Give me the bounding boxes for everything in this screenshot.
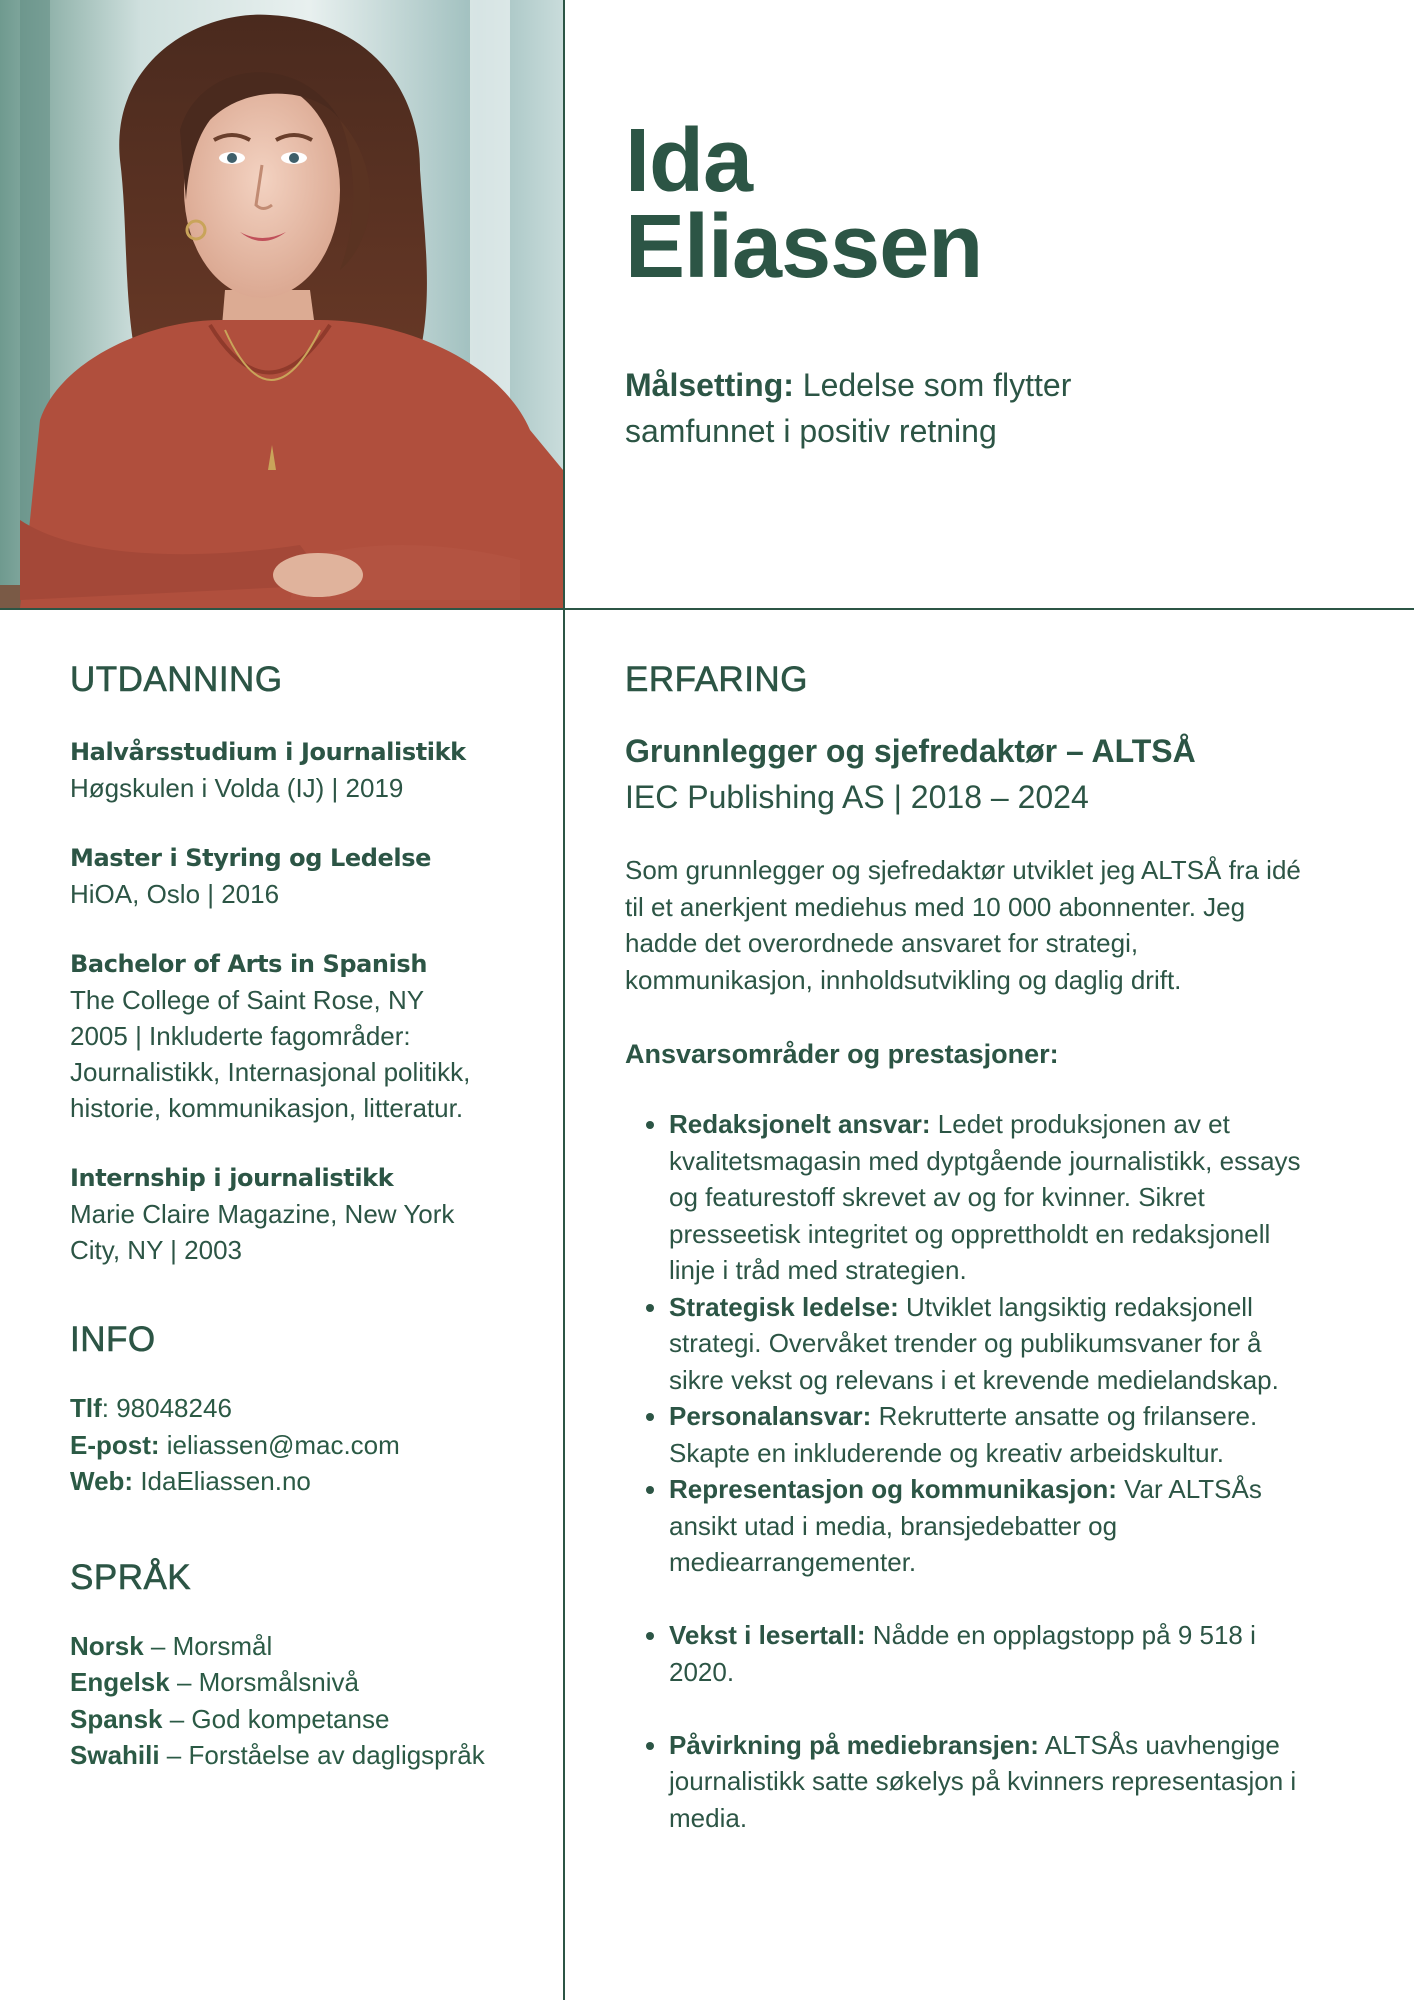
language-name: Engelsk bbox=[70, 1667, 170, 1697]
education-item-detail: Høgskulen i Volda (IJ) | 2019 bbox=[70, 773, 404, 803]
objective-text: Ledelse som flytter samfunnet i positiv retning bbox=[625, 367, 1072, 449]
bullet-text: Utviklet langsiktig redaksjonell strategi. Overvåket trender og publikumsvaner for å sikre vekst og relevans i et krevende medielandskap. bbox=[669, 1291, 1279, 1395]
education-item-detail: The College of Saint Rose, NY bbox=[70, 985, 425, 1015]
responsibilities-heading: Ansvarsområder og prestasjoner: bbox=[625, 1039, 1059, 1069]
bullet-label: Redaksjonelt ansvar: bbox=[669, 1109, 931, 1139]
job-company: IEC Publishing AS | 2018 – 2024 bbox=[625, 779, 1089, 815]
phone-row: Tlf: 98048246 bbox=[70, 1393, 232, 1423]
bullet-label: Påvirkning på mediebransjen: bbox=[669, 1729, 1039, 1760]
list-item bbox=[669, 1727, 1305, 1837]
education-item-detail: 2005 | Inkluderte fagområder: bbox=[70, 1021, 411, 1051]
list-item bbox=[669, 1471, 1305, 1581]
objective-label: Målsetting: bbox=[625, 367, 794, 403]
language-item: Swahili – Forståelse av dagligspråk bbox=[70, 1740, 485, 1770]
job-summary: Som grunnlegger og sjefredaktør utviklet jeg ALTSÅ fra idé til et anerkjent mediehus med 10 000 abonnenter. Jeg hadde det overordnede ansvaret for strategi, kommunikasjon, innholdsutvikling og daglig drift. bbox=[625, 855, 1301, 995]
language-item: Norsk – Morsmål bbox=[70, 1630, 273, 1661]
language-name: Norsk bbox=[70, 1630, 144, 1661]
objective bbox=[625, 362, 1185, 454]
email-row bbox=[70, 1427, 540, 1464]
email-label: E-post: bbox=[70, 1429, 160, 1460]
education-list bbox=[70, 734, 540, 1268]
language-level: Morsmål bbox=[172, 1630, 273, 1661]
education-item-detail: HiOA, Oslo | 2016 bbox=[70, 879, 280, 909]
header-divider bbox=[0, 608, 1414, 610]
last-name: Eliassen bbox=[625, 197, 983, 297]
education-item-detail: Journalistikk, Internasjonal politikk, bbox=[70, 1057, 471, 1087]
education-item-title: Internship i journalistikk bbox=[70, 1164, 394, 1192]
education-item-title: Halvårsstudium i Journalistikk bbox=[70, 738, 466, 766]
education-item-detail: Marie Claire Magazine, New York bbox=[70, 1199, 455, 1229]
education-item-title: Bachelor of Arts in Spanish bbox=[70, 950, 428, 978]
column-divider bbox=[563, 0, 565, 2000]
info-title: INFO bbox=[70, 1320, 156, 1359]
web-row bbox=[70, 1463, 540, 1500]
first-name: Ida bbox=[625, 111, 753, 211]
bullet-text: Rekrutterte ansatte og frilansere. Skapte en inkluderende og kreativ arbeidskultur. bbox=[669, 1401, 1258, 1468]
languages-section bbox=[70, 1558, 540, 1774]
education-item-detail: historie, kommunikasjon, litteratur. bbox=[70, 1093, 464, 1123]
language-level: God kompetanse bbox=[191, 1703, 390, 1734]
list-item bbox=[669, 1617, 1305, 1690]
bullet-text: Ledet produksjonen av et kvalitetsmagasin med dyptgående journalistikk, essays og featurestoff skrevet av og for kvinner. Sikret presseetisk integritet og opprettholdt en redaksjonell linje i tråd med strategien. bbox=[669, 1109, 1301, 1285]
full-name bbox=[625, 111, 983, 297]
education-title: UTDANNING bbox=[70, 660, 283, 699]
web-label: Web: bbox=[70, 1466, 134, 1496]
bullet-label: Strategisk ledelse: bbox=[669, 1291, 899, 1322]
info-section bbox=[70, 1320, 540, 1500]
email-value[interactable]: ieliassen@mac.com bbox=[166, 1429, 400, 1460]
language-item: Engelsk – Morsmålsnivå bbox=[70, 1667, 360, 1697]
bullet-text: Nådde en opplagstopp på 9 518 i 2020. bbox=[669, 1620, 1256, 1687]
bullet-label: Vekst i lesertall: bbox=[669, 1620, 866, 1650]
languages-list bbox=[70, 1628, 540, 1774]
education-item-detail: City, NY | 2003 bbox=[70, 1235, 242, 1265]
education-item bbox=[70, 1160, 540, 1268]
education-item bbox=[70, 734, 540, 806]
language-name: Spansk bbox=[70, 1703, 163, 1734]
web-value[interactable]: IdaEliassen.no bbox=[140, 1466, 311, 1496]
experience-title: ERFARING bbox=[625, 660, 808, 699]
left-column bbox=[70, 660, 540, 1774]
education-item-title: Master i Styring og Ledelse bbox=[70, 844, 432, 872]
list-item bbox=[669, 1398, 1305, 1471]
job-title: Grunnlegger og sjefredaktør – ALTSÅ bbox=[625, 733, 1196, 769]
education-item bbox=[70, 946, 540, 1126]
list-item bbox=[669, 1106, 1305, 1289]
right-column bbox=[625, 660, 1305, 1836]
language-level: Morsmålsnivå bbox=[198, 1667, 360, 1697]
portrait-photo bbox=[0, 0, 563, 608]
info-list bbox=[70, 1390, 540, 1500]
phone-value: 98048246 bbox=[116, 1393, 232, 1423]
education-item bbox=[70, 840, 540, 912]
phone-label: Tlf bbox=[70, 1393, 102, 1423]
bullet-label: Personalansvar: bbox=[669, 1401, 872, 1431]
bullet-text: Var ALTSÅs ansikt utad i media, bransjedebatter og mediearrangementer. bbox=[669, 1474, 1262, 1577]
language-item: Spansk – God kompetanse bbox=[70, 1703, 390, 1734]
list-item bbox=[669, 1289, 1305, 1399]
responsibilities-list bbox=[625, 1106, 1305, 1836]
language-name: Swahili bbox=[70, 1740, 160, 1770]
languages-title: SPRÅK bbox=[70, 1557, 192, 1597]
bullet-label: Representasjon og kommunikasjon: bbox=[669, 1474, 1117, 1504]
bullet-text: ALTSÅs uavhengige journalistikk satte søkelys på kvinners representasjon i media. bbox=[669, 1729, 1297, 1833]
language-level: Forståelse av dagligspråk bbox=[188, 1740, 485, 1770]
